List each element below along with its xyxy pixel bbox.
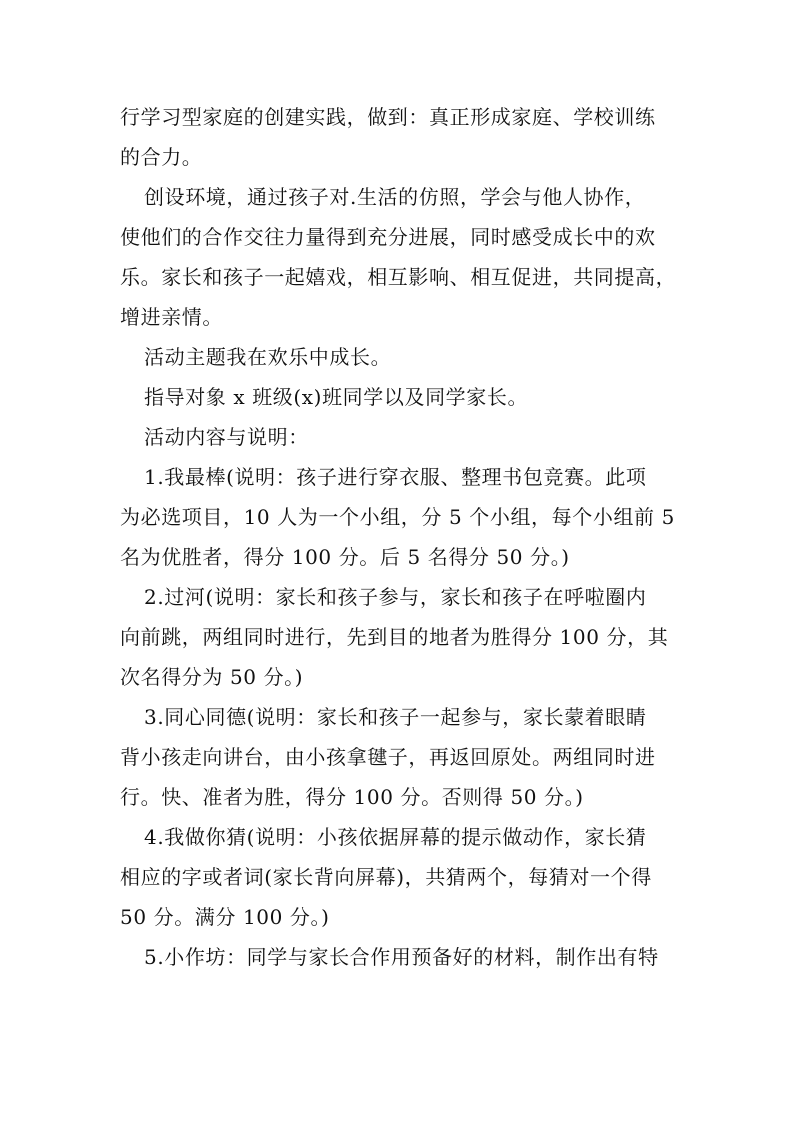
text-line: 次名得分为 50 分。) xyxy=(120,665,304,689)
document-body xyxy=(120,97,676,977)
text-line: 增进亲情。 xyxy=(120,305,223,329)
text-line: 背小孩走向讲台，由小孩拿毽子，再返回原处。两组同时进 xyxy=(120,745,656,769)
text-line: 行学习型家庭的创建实践，做到：真正形成家庭、学校训练 xyxy=(120,105,656,129)
text-line: 名为优胜者，得分 100 分。后 5 名得分 50 分。) xyxy=(120,545,570,569)
paragraph-start: 创设环境，通过孩子对.生活的仿照，学会与他人协作， xyxy=(144,185,646,209)
text-line: 乐。家长和孩子一起嬉戏，相互影响、相互促进，共同提高， xyxy=(120,265,677,289)
text-line: 的合力。 xyxy=(120,145,203,169)
text-line: 向前跳，两组同时进行，先到目的地者为胜得分 100 分，其 xyxy=(120,625,669,649)
text-line: 为必选项目，10 人为一个小组，分 5 个小组，每个小组前 5 xyxy=(120,505,675,529)
list-item-5: 5.小作坊：同学与家长合作用预备好的材料，制作出有特 xyxy=(144,945,659,969)
section-heading: 活动内容与说明： xyxy=(144,425,309,449)
text-line: 使他们的合作交往力量得到充分进展，同时感受成长中的欢 xyxy=(120,225,656,249)
list-item-3: 3.同心同德(说明：家长和孩子一起参与，家长蒙着眼睛 xyxy=(144,705,647,729)
text-line: 50 分。满分 100 分。) xyxy=(120,905,330,929)
text-line: 相应的字或者词(家长背向屏幕)，共猜两个，每猜对一个得 xyxy=(120,865,652,889)
list-item-4: 4.我做你猜(说明：小孩依据屏幕的提示做动作，家长猜 xyxy=(144,825,647,849)
list-item-1: 1.我最棒(说明：孩子进行穿衣服、整理书包竞赛。此项 xyxy=(144,465,647,489)
list-item-2: 2.过河(说明：家长和孩子参与，家长和孩子在呼啦圈内 xyxy=(144,585,647,609)
target-audience: 指导对象 x 班级(x)班同学以及同学家长。 xyxy=(144,385,529,409)
text-line: 行。快、准者为胜，得分 100 分。否则得 50 分。) xyxy=(120,785,584,809)
activity-theme: 活动主题我在欢乐中成长。 xyxy=(144,345,392,369)
